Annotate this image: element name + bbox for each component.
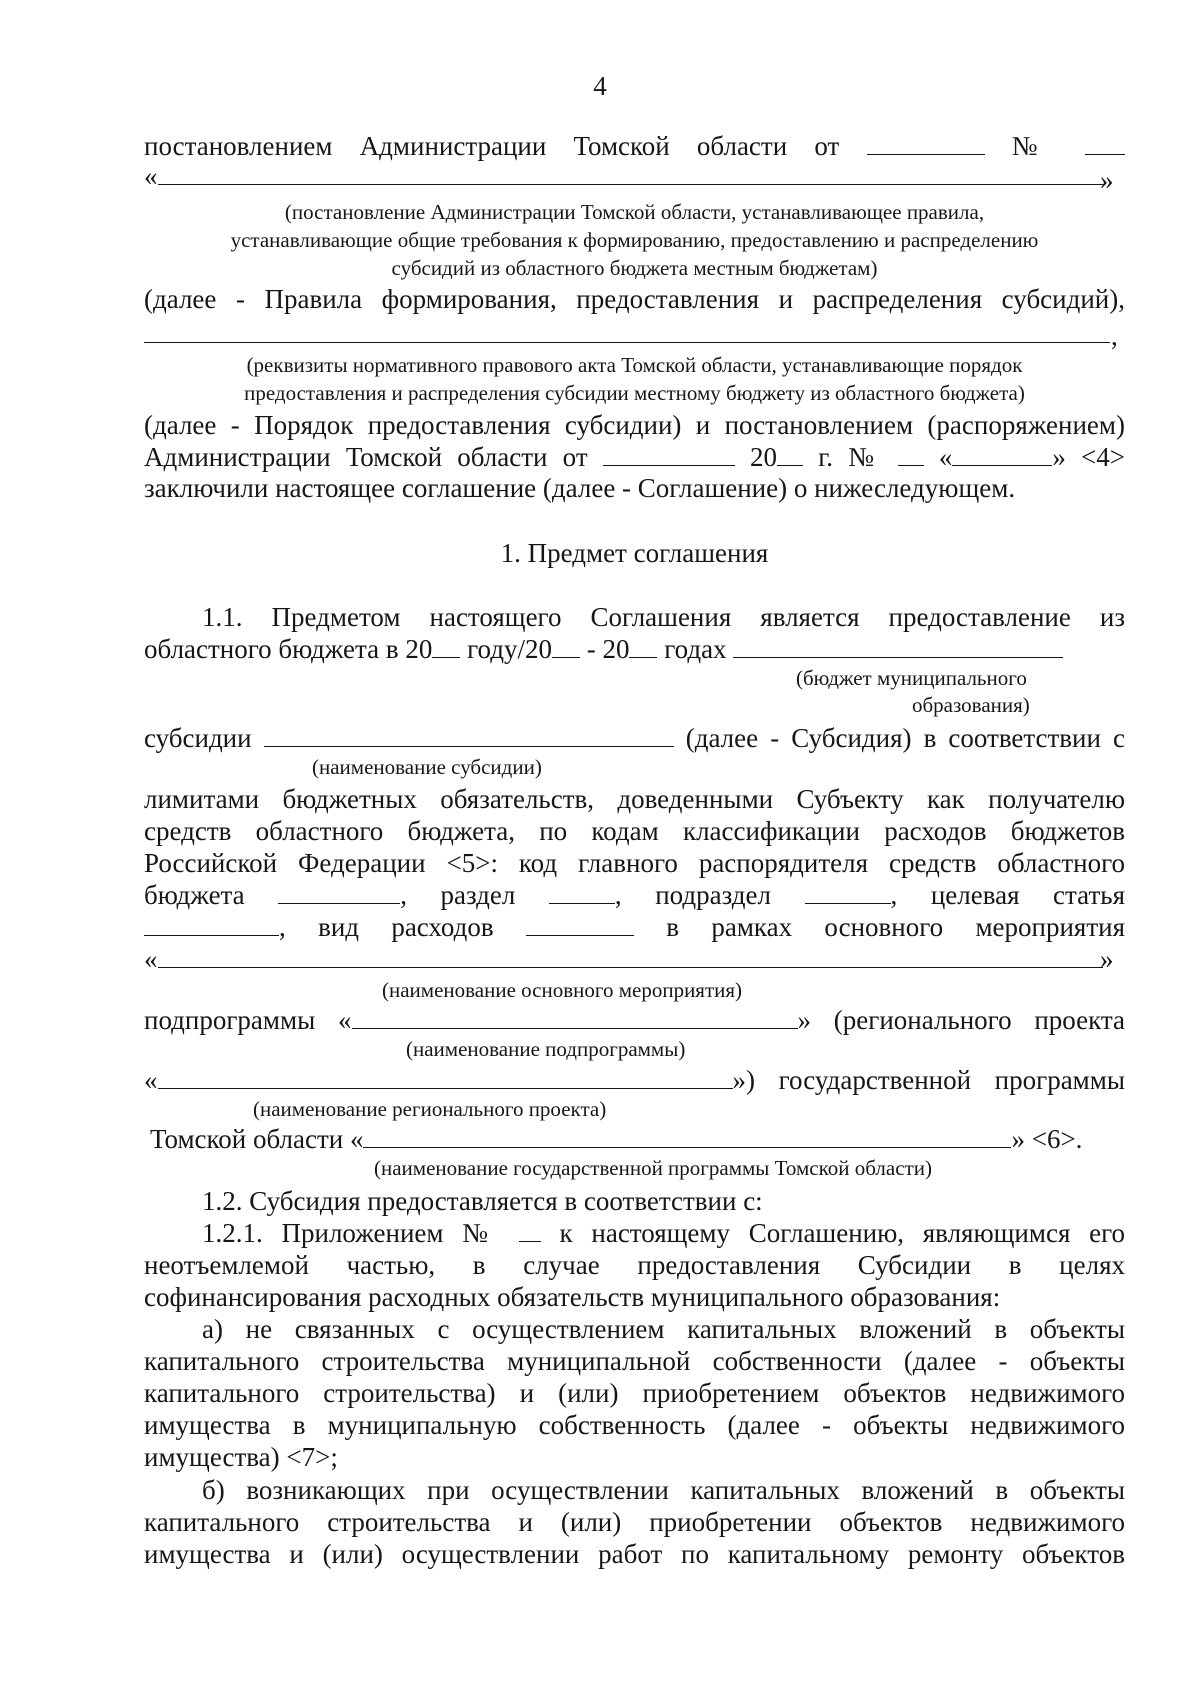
name-blank	[952, 441, 1052, 466]
subsidy-line	[144, 722, 1125, 755]
item-b-line: б) возникающих при осуществлении капитальных вложений в объекты	[202, 1475, 1125, 1505]
subsidy-name-blank	[264, 722, 674, 747]
item-b-line: имущества и (или) осуществлении работ по капитальному ремонту объектов	[144, 1539, 1125, 1569]
note-line: устанавливающие общие требования к формированию, предоставлению и распределению	[230, 228, 1039, 252]
requisites-blank	[144, 342, 1110, 343]
word: Томской	[573, 131, 670, 161]
expense-type-line	[144, 911, 1125, 944]
word: постановлением	[144, 131, 333, 161]
text: , раздел	[400, 880, 516, 910]
item-a-line: а) не связанных с осуществлением капитальных вложений в объекты	[202, 1314, 1125, 1344]
paragraph-1-1-line-2	[144, 633, 1125, 666]
date-blank	[603, 441, 735, 466]
note-line: предоставления и распределения субсидии местному бюджету из областного бюджета)	[244, 381, 1025, 405]
year-blank	[777, 441, 803, 466]
text: ») государственной программы	[732, 1065, 1125, 1095]
paragraph-1-1-line-1: 1.1. Предметом настоящего Соглашения является предоставление из	[202, 602, 1125, 632]
item-a-line: капитального строительства муниципальной собственности (далее - объекты	[144, 1346, 1125, 1376]
appendix-number-blank	[519, 1217, 541, 1242]
number-sign: №	[1011, 131, 1058, 161]
text: годах	[664, 634, 727, 664]
note-budget-line-1: (бюджет муниципального	[796, 666, 1027, 690]
main-event-line	[144, 943, 1125, 976]
text: » <4>	[1052, 442, 1126, 472]
year-blank	[432, 633, 460, 658]
text: Томской области «	[150, 1124, 364, 1154]
text: подпрограммы «	[144, 1005, 352, 1035]
quote-close: »	[1100, 165, 1114, 195]
item-b-line: капитального строительства и (или) приобретении объектов недвижимого	[144, 1507, 1125, 1537]
text: (далее - Субсидия) в соответствии с	[685, 723, 1126, 753]
item-a-line: капитального строительства) и (или) приобретением объектов недвижимого	[144, 1378, 1125, 1408]
text: 20	[750, 442, 778, 472]
text: , целевая статья	[890, 880, 1125, 910]
intro-line-3: (далее - Правила формирования, предоставления и распределения субсидий),	[144, 284, 1125, 314]
code-blank	[549, 879, 615, 904]
subprogram-blank	[352, 1004, 798, 1029]
quote-open: «	[144, 161, 158, 191]
note-main-event: (наименование основного мероприятия)	[382, 978, 743, 1002]
note-line: субсидий из областного бюджета местным бюджетам)	[391, 256, 878, 280]
intro-line-6	[144, 441, 1125, 474]
body-line: средств областного бюджета, по кодам классификации расходов бюджетов	[144, 816, 1125, 846]
text: бюджета	[144, 880, 245, 910]
text: г. №	[818, 442, 883, 472]
word: от	[814, 131, 840, 161]
text: - 20	[586, 634, 630, 664]
text: в рамках основного мероприятия	[666, 912, 1126, 942]
code-blank	[278, 879, 400, 904]
text: к настоящему Соглашению, являющимся его	[559, 1218, 1126, 1248]
text: «	[144, 944, 158, 974]
code-blank	[144, 911, 279, 936]
text: областного бюджета в 20	[144, 634, 433, 664]
word: Администрации	[359, 131, 547, 161]
subprogram-line	[144, 1004, 1125, 1037]
note-line: (постановление Администрации Томской области, устанавливающее правила,	[284, 200, 985, 224]
word: области	[696, 131, 788, 161]
body-line: софинансирования расходных обязательств муниципального образования:	[144, 1282, 1001, 1312]
text: году/20	[467, 634, 552, 664]
comma: ,	[1111, 321, 1118, 351]
text: субсидии	[144, 723, 252, 753]
body-line: неотъемлемой частью, в случае предоставления Субсидии в целях	[144, 1250, 1125, 1280]
state-program-blank	[363, 1123, 1011, 1148]
text: » (регионального проекта	[797, 1005, 1125, 1035]
main-event-blank	[158, 967, 1103, 968]
quote-close: »	[1100, 944, 1114, 974]
intro-line-1	[144, 130, 1125, 163]
body-line: лимитами бюджетных обязательств, доведенными Субъекту как получателю	[144, 784, 1125, 814]
state-program-line	[150, 1123, 1131, 1156]
number-blank	[898, 441, 924, 466]
regional-project-line	[144, 1064, 1125, 1097]
text: » <6>.	[1011, 1124, 1083, 1154]
budget-blank	[733, 633, 1063, 658]
body-line: Российской Федерации <5>: код главного распорядителя средств областного	[144, 848, 1125, 878]
paragraph-1-2: 1.2. Субсидия предоставляется в соответствии с:	[202, 1186, 763, 1216]
intro-line-5: (далее - Порядок предоставления субсидии) и постановлением (распоряжением)	[144, 410, 1125, 440]
number-blank	[1085, 130, 1125, 155]
note-line: (реквизиты нормативного правового акта Томской области, устанавливающие порядок	[246, 353, 1023, 377]
paragraph-1-2-1-line-1	[144, 1217, 1125, 1250]
section-heading: 1. Предмет соглашения	[500, 538, 769, 568]
text: «	[938, 442, 953, 472]
text: 1.2.1. Приложением №	[202, 1218, 501, 1248]
text: , вид расходов	[279, 912, 494, 942]
code-blank	[805, 879, 891, 904]
note-budget-line-2: образования)	[912, 693, 1030, 717]
date-blank	[867, 130, 985, 155]
note-regional-project: (наименование регионального проекта)	[253, 1097, 607, 1121]
item-a-line: имущества) <7>;	[144, 1442, 338, 1472]
text: «	[144, 1065, 158, 1095]
note-subprogram: (наименование подпрограммы)	[406, 1037, 686, 1061]
act-name-blank	[158, 184, 1103, 185]
item-a-line: имущества в муниципальную собственность (далее - объекты недвижимого	[144, 1410, 1125, 1440]
note-state-program: (наименование государственной программы Томской области)	[374, 1156, 932, 1180]
note-subsidy-name: (наименование субсидии)	[312, 755, 542, 779]
year-blank	[629, 633, 657, 658]
intro-line-7: заключили настоящее соглашение (далее - Соглашение) о нижеследующем.	[144, 473, 1016, 503]
year-blank	[552, 633, 580, 658]
intro-line-2	[144, 160, 1125, 193]
text: , подраздел	[614, 880, 771, 910]
budget-codes-line	[144, 879, 1125, 912]
page-number: 4	[593, 71, 607, 101]
code-blank	[526, 911, 634, 936]
regional-project-blank	[158, 1064, 733, 1089]
text: Администрации Томской области от	[144, 442, 588, 472]
